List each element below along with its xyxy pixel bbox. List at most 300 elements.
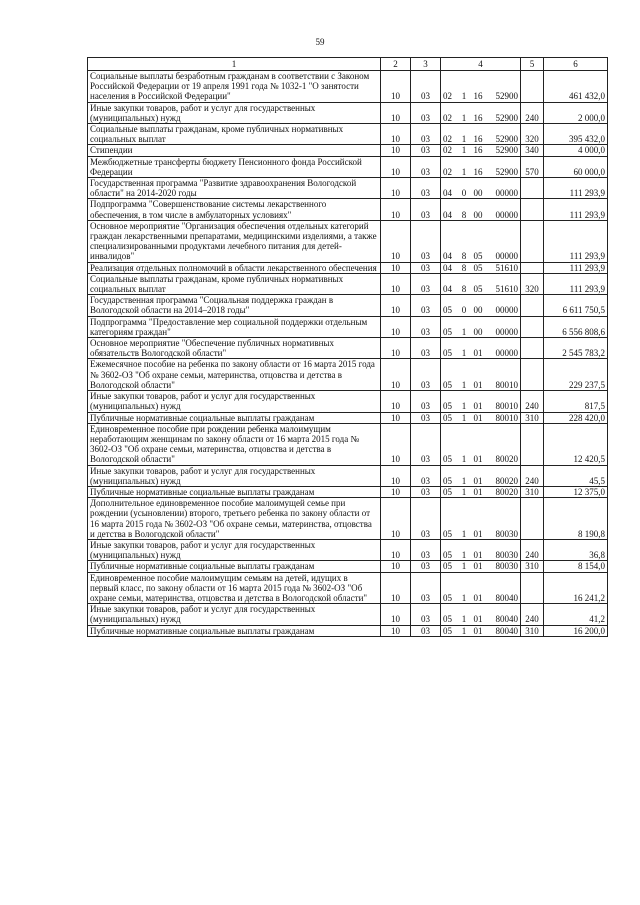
activity-code: 01 (473, 401, 483, 412)
program-code: 05 (443, 305, 452, 316)
expense-type-cell (521, 178, 544, 199)
expense-type-cell: 240 (521, 465, 544, 486)
subsection-code-cell: 03 (411, 262, 441, 273)
target-article-code (443, 327, 518, 337)
program-code: 02 (443, 134, 452, 145)
row-name-cell: Подпрограмма "Предоставление мер социальной поддержки отдельным категориям граждан" (88, 316, 381, 337)
subprogram-code: 1 (461, 91, 467, 102)
activity-code: 01 (473, 528, 483, 539)
target-article-cell (441, 295, 521, 316)
direction-code: 51610 (495, 284, 518, 295)
activity-code: 16 (473, 145, 483, 156)
activity-code: 01 (473, 550, 483, 561)
program-code: 04 (443, 209, 452, 220)
target-article-cell (441, 539, 521, 560)
expense-type-cell: 570 (521, 156, 544, 177)
column-header-5: 5 (521, 58, 544, 71)
row-name-cell: Публичные нормативные социальные выплаты гражданам (88, 561, 381, 572)
program-code: 05 (443, 412, 452, 423)
row-name-cell: Публичные нормативные социальные выплаты гражданам (88, 486, 381, 497)
program-code: 05 (443, 550, 452, 561)
section-code-cell: 10 (381, 145, 411, 156)
direction-code: 51610 (495, 262, 518, 273)
program-code: 02 (443, 91, 452, 102)
activity-code: 01 (473, 486, 483, 497)
amount-cell: 229 237,5 (544, 359, 608, 391)
direction-code: 00000 (495, 188, 518, 199)
subprogram-code: 1 (461, 134, 467, 145)
target-article-code (443, 167, 518, 177)
table-row (88, 262, 608, 273)
amount-cell: 41,2 (544, 604, 608, 625)
subsection-code-cell: 03 (411, 316, 441, 337)
target-article-cell (441, 412, 521, 423)
activity-code: 01 (473, 475, 483, 486)
target-article-code (443, 561, 518, 571)
direction-code: 80030 (495, 528, 518, 539)
subprogram-code: 8 (461, 262, 467, 273)
subsection-code-cell: 03 (411, 391, 441, 412)
activity-code: 00 (473, 209, 483, 220)
subsection-code-cell: 03 (411, 156, 441, 177)
subsection-code-cell: 03 (411, 178, 441, 199)
row-name-cell: Единовременное пособие малоимущим семьям на детей, идущих в первый класс, по закону области от 16 марта 2015 года № 3602-ОЗ "Об охране семьи, материнства, отцовства и детства в Вологодской области" (88, 572, 381, 604)
amount-cell: 111 293,9 (544, 262, 608, 273)
target-article-cell (441, 572, 521, 604)
table-row (88, 391, 608, 412)
section-code-cell: 10 (381, 102, 411, 123)
activity-code: 16 (473, 134, 483, 145)
table-row (88, 199, 608, 220)
target-article-code (443, 401, 518, 411)
expense-type-cell: 240 (521, 391, 544, 412)
amount-cell: 111 293,9 (544, 220, 608, 262)
subsection-code-cell: 03 (411, 604, 441, 625)
target-article-code (443, 593, 518, 603)
target-article-cell (441, 199, 521, 220)
amount-cell: 45,5 (544, 465, 608, 486)
target-article-code (443, 614, 518, 624)
amount-cell: 2 545 783,2 (544, 338, 608, 359)
program-code: 05 (443, 592, 452, 603)
column-header-4: 4 (441, 58, 521, 71)
budget-table (87, 57, 608, 637)
subsection-code-cell: 03 (411, 124, 441, 145)
section-code-cell: 10 (381, 572, 411, 604)
subsection-code-cell: 03 (411, 423, 441, 465)
subsection-code-cell: 03 (411, 412, 441, 423)
activity-code: 05 (473, 251, 483, 262)
activity-code: 05 (473, 284, 483, 295)
table-row (88, 539, 608, 560)
amount-cell: 12 375,0 (544, 486, 608, 497)
section-code-cell: 10 (381, 359, 411, 391)
target-article-code (443, 188, 518, 198)
row-name-cell: Стипендии (88, 145, 381, 156)
expense-type-cell (521, 423, 544, 465)
subsection-code-cell: 03 (411, 561, 441, 572)
activity-code: 01 (473, 348, 483, 359)
direction-code: 80010 (495, 379, 518, 390)
table-row (88, 423, 608, 465)
program-code: 05 (443, 475, 452, 486)
subsection-code-cell: 03 (411, 220, 441, 262)
column-header-3: 3 (411, 58, 441, 71)
section-code-cell: 10 (381, 412, 411, 423)
direction-code: 80020 (495, 486, 518, 497)
expense-type-cell: 310 (521, 412, 544, 423)
section-code-cell: 10 (381, 178, 411, 199)
program-code: 05 (443, 401, 452, 412)
direction-code: 80030 (495, 550, 518, 561)
row-name-cell: Ежемесячное пособие на ребенка по закону области от 16 марта 2015 года № 3602-ОЗ "Об охране семьи, материнства, отцовства и детства в Вологодской области" (88, 359, 381, 391)
activity-code: 00 (473, 305, 483, 316)
amount-cell: 60 000,0 (544, 156, 608, 177)
expense-type-cell: 310 (521, 486, 544, 497)
expense-type-cell (521, 199, 544, 220)
activity-code: 01 (473, 614, 483, 625)
table-row (88, 295, 608, 316)
amount-cell: 6 611 750,5 (544, 295, 608, 316)
direction-code: 00000 (495, 209, 518, 220)
expense-type-cell: 310 (521, 561, 544, 572)
table-header-row (88, 58, 608, 71)
program-code: 05 (443, 625, 452, 636)
table-row (88, 359, 608, 391)
target-article-code (443, 413, 518, 423)
target-article-code (443, 251, 518, 261)
activity-code: 01 (473, 454, 483, 465)
row-name-cell: Социальные выплаты безработным гражданам в соответствии с Законом Российской Федерации от 19 апреля 1991 года № 1032-1 "О занятости населения в Российской Федерации" (88, 71, 381, 103)
subprogram-code: 1 (461, 166, 467, 177)
program-code: 02 (443, 145, 452, 156)
target-article-cell (441, 178, 521, 199)
row-name-cell: Иные закупки товаров, работ и услуг для государственных (муниципальных) нужд (88, 604, 381, 625)
target-article-code (443, 210, 518, 220)
row-name-cell: Социальные выплаты гражданам, кроме публичных нормативных социальных выплат (88, 273, 381, 294)
expense-type-cell (521, 295, 544, 316)
amount-cell: 817,5 (544, 391, 608, 412)
direction-code: 00000 (495, 251, 518, 262)
table-row (88, 486, 608, 497)
subsection-code-cell: 03 (411, 102, 441, 123)
row-name-cell: Публичные нормативные социальные выплаты гражданам (88, 625, 381, 636)
activity-code: 05 (473, 262, 483, 273)
activity-code: 01 (473, 379, 483, 390)
column-header-2: 2 (381, 58, 411, 71)
subsection-code-cell: 03 (411, 486, 441, 497)
amount-cell: 4 000,0 (544, 145, 608, 156)
subprogram-code: 1 (461, 625, 467, 636)
subprogram-code: 1 (461, 550, 467, 561)
program-code: 04 (443, 262, 452, 273)
amount-cell: 2 000,0 (544, 102, 608, 123)
subprogram-code: 1 (461, 475, 467, 486)
target-article-cell (441, 316, 521, 337)
subprogram-code: 8 (461, 209, 467, 220)
row-name-cell: Иные закупки товаров, работ и услуг для государственных (муниципальных) нужд (88, 391, 381, 412)
subsection-code-cell: 03 (411, 71, 441, 103)
target-article-code (443, 380, 518, 390)
direction-code: 52900 (495, 166, 518, 177)
expense-type-cell (521, 359, 544, 391)
program-code: 05 (443, 454, 452, 465)
expense-type-cell (521, 572, 544, 604)
expense-type-cell (521, 262, 544, 273)
subsection-code-cell: 03 (411, 498, 441, 540)
direction-code: 52900 (495, 145, 518, 156)
direction-code: 52900 (495, 91, 518, 102)
expense-type-cell (521, 338, 544, 359)
table-row (88, 498, 608, 540)
activity-code: 16 (473, 112, 483, 123)
amount-cell: 8 190,8 (544, 498, 608, 540)
section-code-cell: 10 (381, 124, 411, 145)
section-code-cell: 10 (381, 465, 411, 486)
subprogram-code: 1 (461, 379, 467, 390)
table-row (88, 102, 608, 123)
table-row (88, 145, 608, 156)
section-code-cell: 10 (381, 391, 411, 412)
target-article-cell (441, 486, 521, 497)
row-name-cell: Социальные выплаты гражданам, кроме публичных нормативных социальных выплат (88, 124, 381, 145)
direction-code: 80020 (495, 475, 518, 486)
target-article-cell (441, 498, 521, 540)
activity-code: 01 (473, 561, 483, 572)
program-code: 04 (443, 284, 452, 295)
subprogram-code: 1 (461, 614, 467, 625)
section-code-cell: 10 (381, 486, 411, 497)
target-article-code (443, 145, 518, 155)
expense-type-cell (521, 220, 544, 262)
direction-code: 80040 (495, 625, 518, 636)
column-header-6: 6 (544, 58, 608, 71)
table-row (88, 465, 608, 486)
target-article-cell (441, 338, 521, 359)
row-name-cell: Основное мероприятие "Организация обеспечения отдельных категорий граждан лекарственными препаратами, медицинскими изделиями, а также специализированными продуктами лечебного питания для детей-инвалидов" (88, 220, 381, 262)
program-code: 05 (443, 561, 452, 572)
amount-cell: 36,8 (544, 539, 608, 560)
activity-code: 16 (473, 166, 483, 177)
table-row (88, 316, 608, 337)
program-code: 05 (443, 348, 452, 359)
subprogram-code: 1 (461, 486, 467, 497)
activity-code: 01 (473, 592, 483, 603)
subsection-code-cell: 03 (411, 273, 441, 294)
subsection-code-cell: 03 (411, 295, 441, 316)
expense-type-cell (521, 498, 544, 540)
table-row (88, 412, 608, 423)
target-article-cell (441, 625, 521, 636)
section-code-cell: 10 (381, 338, 411, 359)
target-article-code (443, 476, 518, 486)
direction-code: 80040 (495, 614, 518, 625)
section-code-cell: 10 (381, 295, 411, 316)
activity-code: 16 (473, 91, 483, 102)
activity-code: 00 (473, 326, 483, 337)
amount-cell: 12 420,5 (544, 423, 608, 465)
target-article-cell (441, 262, 521, 273)
row-name-cell: Подпрограмма "Совершенствование системы лекарственного обеспечения, в том числе в амбулаторных условиях" (88, 199, 381, 220)
target-article-cell (441, 423, 521, 465)
target-article-code (443, 263, 518, 273)
amount-cell: 228 420,0 (544, 412, 608, 423)
subsection-code-cell: 03 (411, 359, 441, 391)
expense-type-cell: 340 (521, 145, 544, 156)
section-code-cell: 10 (381, 423, 411, 465)
program-code: 05 (443, 379, 452, 390)
target-article-code (443, 550, 518, 560)
target-article-cell (441, 124, 521, 145)
page-number: 59 (315, 37, 325, 47)
target-article-code (443, 91, 518, 101)
activity-code: 01 (473, 412, 483, 423)
program-code: 05 (443, 614, 452, 625)
direction-code: 80010 (495, 412, 518, 423)
table-row (88, 273, 608, 294)
amount-cell: 16 200,0 (544, 625, 608, 636)
subprogram-code: 1 (461, 326, 467, 337)
subsection-code-cell: 03 (411, 572, 441, 604)
program-code: 04 (443, 188, 452, 199)
target-article-cell (441, 561, 521, 572)
subsection-code-cell: 03 (411, 338, 441, 359)
direction-code: 52900 (495, 134, 518, 145)
section-code-cell: 10 (381, 625, 411, 636)
direction-code: 00000 (495, 305, 518, 316)
expense-type-cell (521, 71, 544, 103)
table-row (88, 156, 608, 177)
row-name-cell: Государственная программа "Развитие здравоохранения Вологодской области" на 2014-2020 годы (88, 178, 381, 199)
activity-code: 01 (473, 625, 483, 636)
target-article-cell (441, 359, 521, 391)
section-code-cell: 10 (381, 604, 411, 625)
table-row (88, 561, 608, 572)
row-name-cell: Реализация отдельных полномочий в области лекарственного обеспечения (88, 262, 381, 273)
section-code-cell: 10 (381, 561, 411, 572)
section-code-cell: 10 (381, 316, 411, 337)
program-code: 05 (443, 486, 452, 497)
section-code-cell: 10 (381, 71, 411, 103)
row-name-cell: Иные закупки товаров, работ и услуг для государственных (муниципальных) нужд (88, 102, 381, 123)
target-article-cell (441, 156, 521, 177)
section-code-cell: 10 (381, 273, 411, 294)
subprogram-code: 1 (461, 112, 467, 123)
subsection-code-cell: 03 (411, 145, 441, 156)
direction-code: 80020 (495, 454, 518, 465)
row-name-cell: Государственная программа "Социальная поддержка граждан в Вологодской области на 2014–2018 годы" (88, 295, 381, 316)
subprogram-code: 1 (461, 145, 467, 156)
amount-cell: 16 241,2 (544, 572, 608, 604)
direction-code: 80030 (495, 561, 518, 572)
target-article-cell (441, 220, 521, 262)
target-article-code (443, 529, 518, 539)
subprogram-code: 1 (461, 592, 467, 603)
amount-cell: 111 293,9 (544, 178, 608, 199)
amount-cell: 6 556 808,6 (544, 316, 608, 337)
subsection-code-cell: 03 (411, 625, 441, 636)
subprogram-code: 1 (461, 412, 467, 423)
subsection-code-cell: 03 (411, 199, 441, 220)
expense-type-cell: 320 (521, 124, 544, 145)
target-article-cell (441, 604, 521, 625)
direction-code: 00000 (495, 326, 518, 337)
expense-type-cell (521, 316, 544, 337)
program-code: 02 (443, 166, 452, 177)
target-article-code (443, 134, 518, 144)
amount-cell: 111 293,9 (544, 199, 608, 220)
direction-code: 80040 (495, 592, 518, 603)
activity-code: 00 (473, 188, 483, 199)
table-row (88, 178, 608, 199)
row-name-cell: Иные закупки товаров, работ и услуг для государственных (муниципальных) нужд (88, 465, 381, 486)
row-name-cell: Основное мероприятие "Обеспечение публичных нормативных обязательств Вологодской области" (88, 338, 381, 359)
subprogram-code: 1 (461, 561, 467, 572)
direction-code: 00000 (495, 348, 518, 359)
target-article-cell (441, 102, 521, 123)
section-code-cell: 10 (381, 262, 411, 273)
direction-code: 80010 (495, 401, 518, 412)
expense-type-cell: 320 (521, 273, 544, 294)
amount-cell: 395 432,0 (544, 124, 608, 145)
target-article-cell (441, 145, 521, 156)
target-article-cell (441, 391, 521, 412)
expense-type-cell: 240 (521, 539, 544, 560)
program-code: 05 (443, 528, 452, 539)
row-name-cell: Иные закупки товаров, работ и услуг для государственных (муниципальных) нужд (88, 539, 381, 560)
program-code: 05 (443, 326, 452, 337)
direction-code: 52900 (495, 112, 518, 123)
target-article-code (443, 305, 518, 315)
section-code-cell: 10 (381, 539, 411, 560)
section-code-cell: 10 (381, 156, 411, 177)
program-code: 02 (443, 112, 452, 123)
section-code-cell: 10 (381, 498, 411, 540)
target-article-code (443, 454, 518, 464)
section-code-cell: 10 (381, 220, 411, 262)
program-code: 04 (443, 251, 452, 262)
subsection-code-cell: 03 (411, 539, 441, 560)
target-article-code (443, 284, 518, 294)
subprogram-code: 8 (461, 284, 467, 295)
amount-cell: 8 154,0 (544, 561, 608, 572)
target-article-code (443, 487, 518, 497)
table-row (88, 71, 608, 103)
target-article-cell (441, 465, 521, 486)
table-row (88, 625, 608, 636)
subprogram-code: 1 (461, 454, 467, 465)
row-name-cell: Публичные нормативные социальные выплаты гражданам (88, 412, 381, 423)
target-article-cell (441, 273, 521, 294)
subprogram-code: 1 (461, 401, 467, 412)
target-article-code (443, 348, 518, 358)
expense-type-cell: 310 (521, 625, 544, 636)
table-row (88, 220, 608, 262)
table-row (88, 338, 608, 359)
subprogram-code: 0 (461, 305, 467, 316)
amount-cell: 111 293,9 (544, 273, 608, 294)
row-name-cell: Единовременное пособие при рождении ребенка малоимущим неработающим женщинам по закону области от 16 марта 2015 года № 3602-ОЗ "Об охране семьи, материнства, отцовства и детства в Вологодской области" (88, 423, 381, 465)
subprogram-code: 1 (461, 348, 467, 359)
target-article-code (443, 626, 518, 636)
table-row (88, 604, 608, 625)
subprogram-code: 1 (461, 528, 467, 539)
target-article-code (443, 113, 518, 123)
subsection-code-cell: 03 (411, 465, 441, 486)
table-row (88, 124, 608, 145)
table-row (88, 572, 608, 604)
subprogram-code: 8 (461, 251, 467, 262)
